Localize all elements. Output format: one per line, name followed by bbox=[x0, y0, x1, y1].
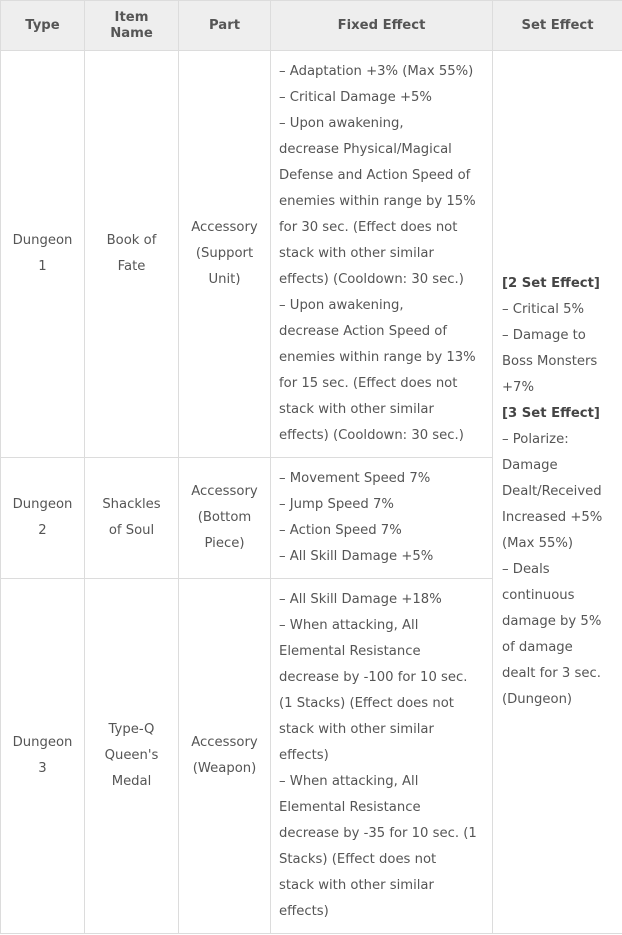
effect-line: decrease by -100 for 10 sec. bbox=[279, 670, 468, 685]
effect-line: stack with other similar bbox=[279, 722, 434, 737]
type-cell bbox=[1, 579, 85, 934]
set-effect-line: continuous bbox=[502, 588, 575, 603]
set-effect-line: +7% bbox=[502, 380, 534, 395]
part-text: Accessory bbox=[191, 220, 258, 235]
header-row bbox=[1, 1, 622, 51]
set-effect-line: – Deals bbox=[502, 562, 550, 577]
item-name-text: Medal bbox=[111, 774, 152, 789]
effect-line: decrease by -35 for 10 sec. (1 bbox=[279, 826, 477, 841]
item-name-text: Fate bbox=[117, 259, 146, 274]
table-row bbox=[1, 51, 622, 458]
set-effect-line: dealt for 3 sec. bbox=[502, 666, 601, 681]
fixed-effect-cell bbox=[271, 579, 493, 934]
effect-line: effects) bbox=[279, 904, 329, 919]
effect-line: (1 Stacks) (Effect does not bbox=[279, 696, 454, 711]
effect-line: stack with other similar bbox=[279, 246, 434, 261]
effect-line: Elemental Resistance bbox=[279, 800, 421, 815]
effect-line: enemies within range by 15% bbox=[279, 194, 476, 209]
effect-line: – When attacking, All bbox=[279, 618, 419, 633]
part-text: Unit) bbox=[208, 272, 241, 287]
item-name-text: Queen's bbox=[104, 748, 159, 763]
set-effect-line: of damage bbox=[502, 640, 573, 655]
type-text: Dungeon bbox=[12, 735, 73, 750]
effect-line: Defense and Action Speed of bbox=[279, 168, 471, 183]
set2-title: [2 Set Effect] bbox=[502, 276, 600, 291]
effect-line: enemies within range by 13% bbox=[279, 350, 476, 365]
effect-line: for 15 sec. (Effect does not bbox=[279, 376, 458, 391]
set-effect-line: Boss Monsters bbox=[502, 354, 598, 369]
effect-line: – When attacking, All bbox=[279, 774, 419, 789]
part-cell bbox=[179, 51, 271, 458]
effect-line: – All Skill Damage +5% bbox=[279, 549, 434, 564]
header-item-name: Item Name bbox=[85, 1, 179, 51]
item-name-text: Type-Q bbox=[108, 722, 155, 737]
effect-line: decrease Action Speed of bbox=[279, 324, 447, 339]
effect-line: – All Skill Damage +18% bbox=[279, 592, 442, 607]
effect-line: – Adaptation +3% (Max 55%) bbox=[279, 64, 474, 79]
type-text: Dungeon bbox=[12, 233, 73, 248]
effect-line: for 30 sec. (Effect does not bbox=[279, 220, 458, 235]
set3-title: [3 Set Effect] bbox=[502, 406, 600, 421]
set-effect-line: Increased +5% bbox=[502, 510, 603, 525]
set-effect-line: Dealt/Received bbox=[502, 484, 602, 499]
part-text: (Weapon) bbox=[192, 761, 257, 776]
fixed-effect-cell bbox=[271, 458, 493, 579]
header-fixed-effect: Fixed Effect bbox=[271, 1, 493, 51]
set-effect-line: Damage bbox=[502, 458, 558, 473]
header-type: Type bbox=[1, 1, 85, 51]
header-set-effect: Set Effect bbox=[493, 1, 622, 51]
type-text: 3 bbox=[38, 761, 47, 776]
item-name-text: Book of bbox=[106, 233, 157, 248]
part-cell bbox=[179, 579, 271, 934]
item-name-text: Shackles bbox=[102, 497, 161, 512]
effect-line: – Upon awakening, bbox=[279, 116, 404, 131]
set-effect-line: damage by 5% bbox=[502, 614, 602, 629]
effect-line: effects) (Cooldown: 30 sec.) bbox=[279, 428, 464, 443]
fixed-effect-cell bbox=[271, 51, 493, 458]
set-effect-line: (Dungeon) bbox=[502, 692, 573, 707]
effect-line: stack with other similar bbox=[279, 878, 434, 893]
set-effect-line: – Damage to bbox=[502, 328, 586, 343]
item-name-cell bbox=[85, 458, 179, 579]
set-effect-line: (Max 55%) bbox=[502, 536, 574, 551]
set-effect-cell bbox=[493, 51, 622, 934]
type-text: Dungeon bbox=[12, 497, 73, 512]
effect-line: stack with other similar bbox=[279, 402, 434, 417]
effect-line: decrease Physical/Magical bbox=[279, 142, 452, 157]
type-cell bbox=[1, 51, 85, 458]
effect-line: – Upon awakening, bbox=[279, 298, 404, 313]
effect-line: – Critical Damage +5% bbox=[279, 90, 432, 105]
part-text: Accessory bbox=[191, 484, 258, 499]
type-text: 2 bbox=[38, 523, 47, 538]
item-name-cell bbox=[85, 51, 179, 458]
part-text: Accessory bbox=[191, 735, 258, 750]
header-part: Part bbox=[179, 1, 271, 51]
effect-line: – Action Speed 7% bbox=[279, 523, 402, 538]
effect-line: – Movement Speed 7% bbox=[279, 471, 431, 486]
type-text: 1 bbox=[38, 259, 47, 274]
effect-line: effects) bbox=[279, 748, 329, 763]
part-text: Piece) bbox=[204, 536, 245, 551]
set-effect-line: – Polarize: bbox=[502, 432, 569, 447]
part-cell bbox=[179, 458, 271, 579]
effect-line: Elemental Resistance bbox=[279, 644, 421, 659]
part-text: (Support bbox=[195, 246, 254, 261]
effect-line: effects) (Cooldown: 30 sec.) bbox=[279, 272, 464, 287]
item-name-cell bbox=[85, 579, 179, 934]
effect-line: Stacks) (Effect does not bbox=[279, 852, 437, 867]
type-cell bbox=[1, 458, 85, 579]
effect-line: – Jump Speed 7% bbox=[279, 497, 394, 512]
set-effect-line: – Critical 5% bbox=[502, 302, 585, 317]
item-name-text: of Soul bbox=[108, 523, 155, 538]
part-text: (Bottom bbox=[197, 510, 252, 525]
